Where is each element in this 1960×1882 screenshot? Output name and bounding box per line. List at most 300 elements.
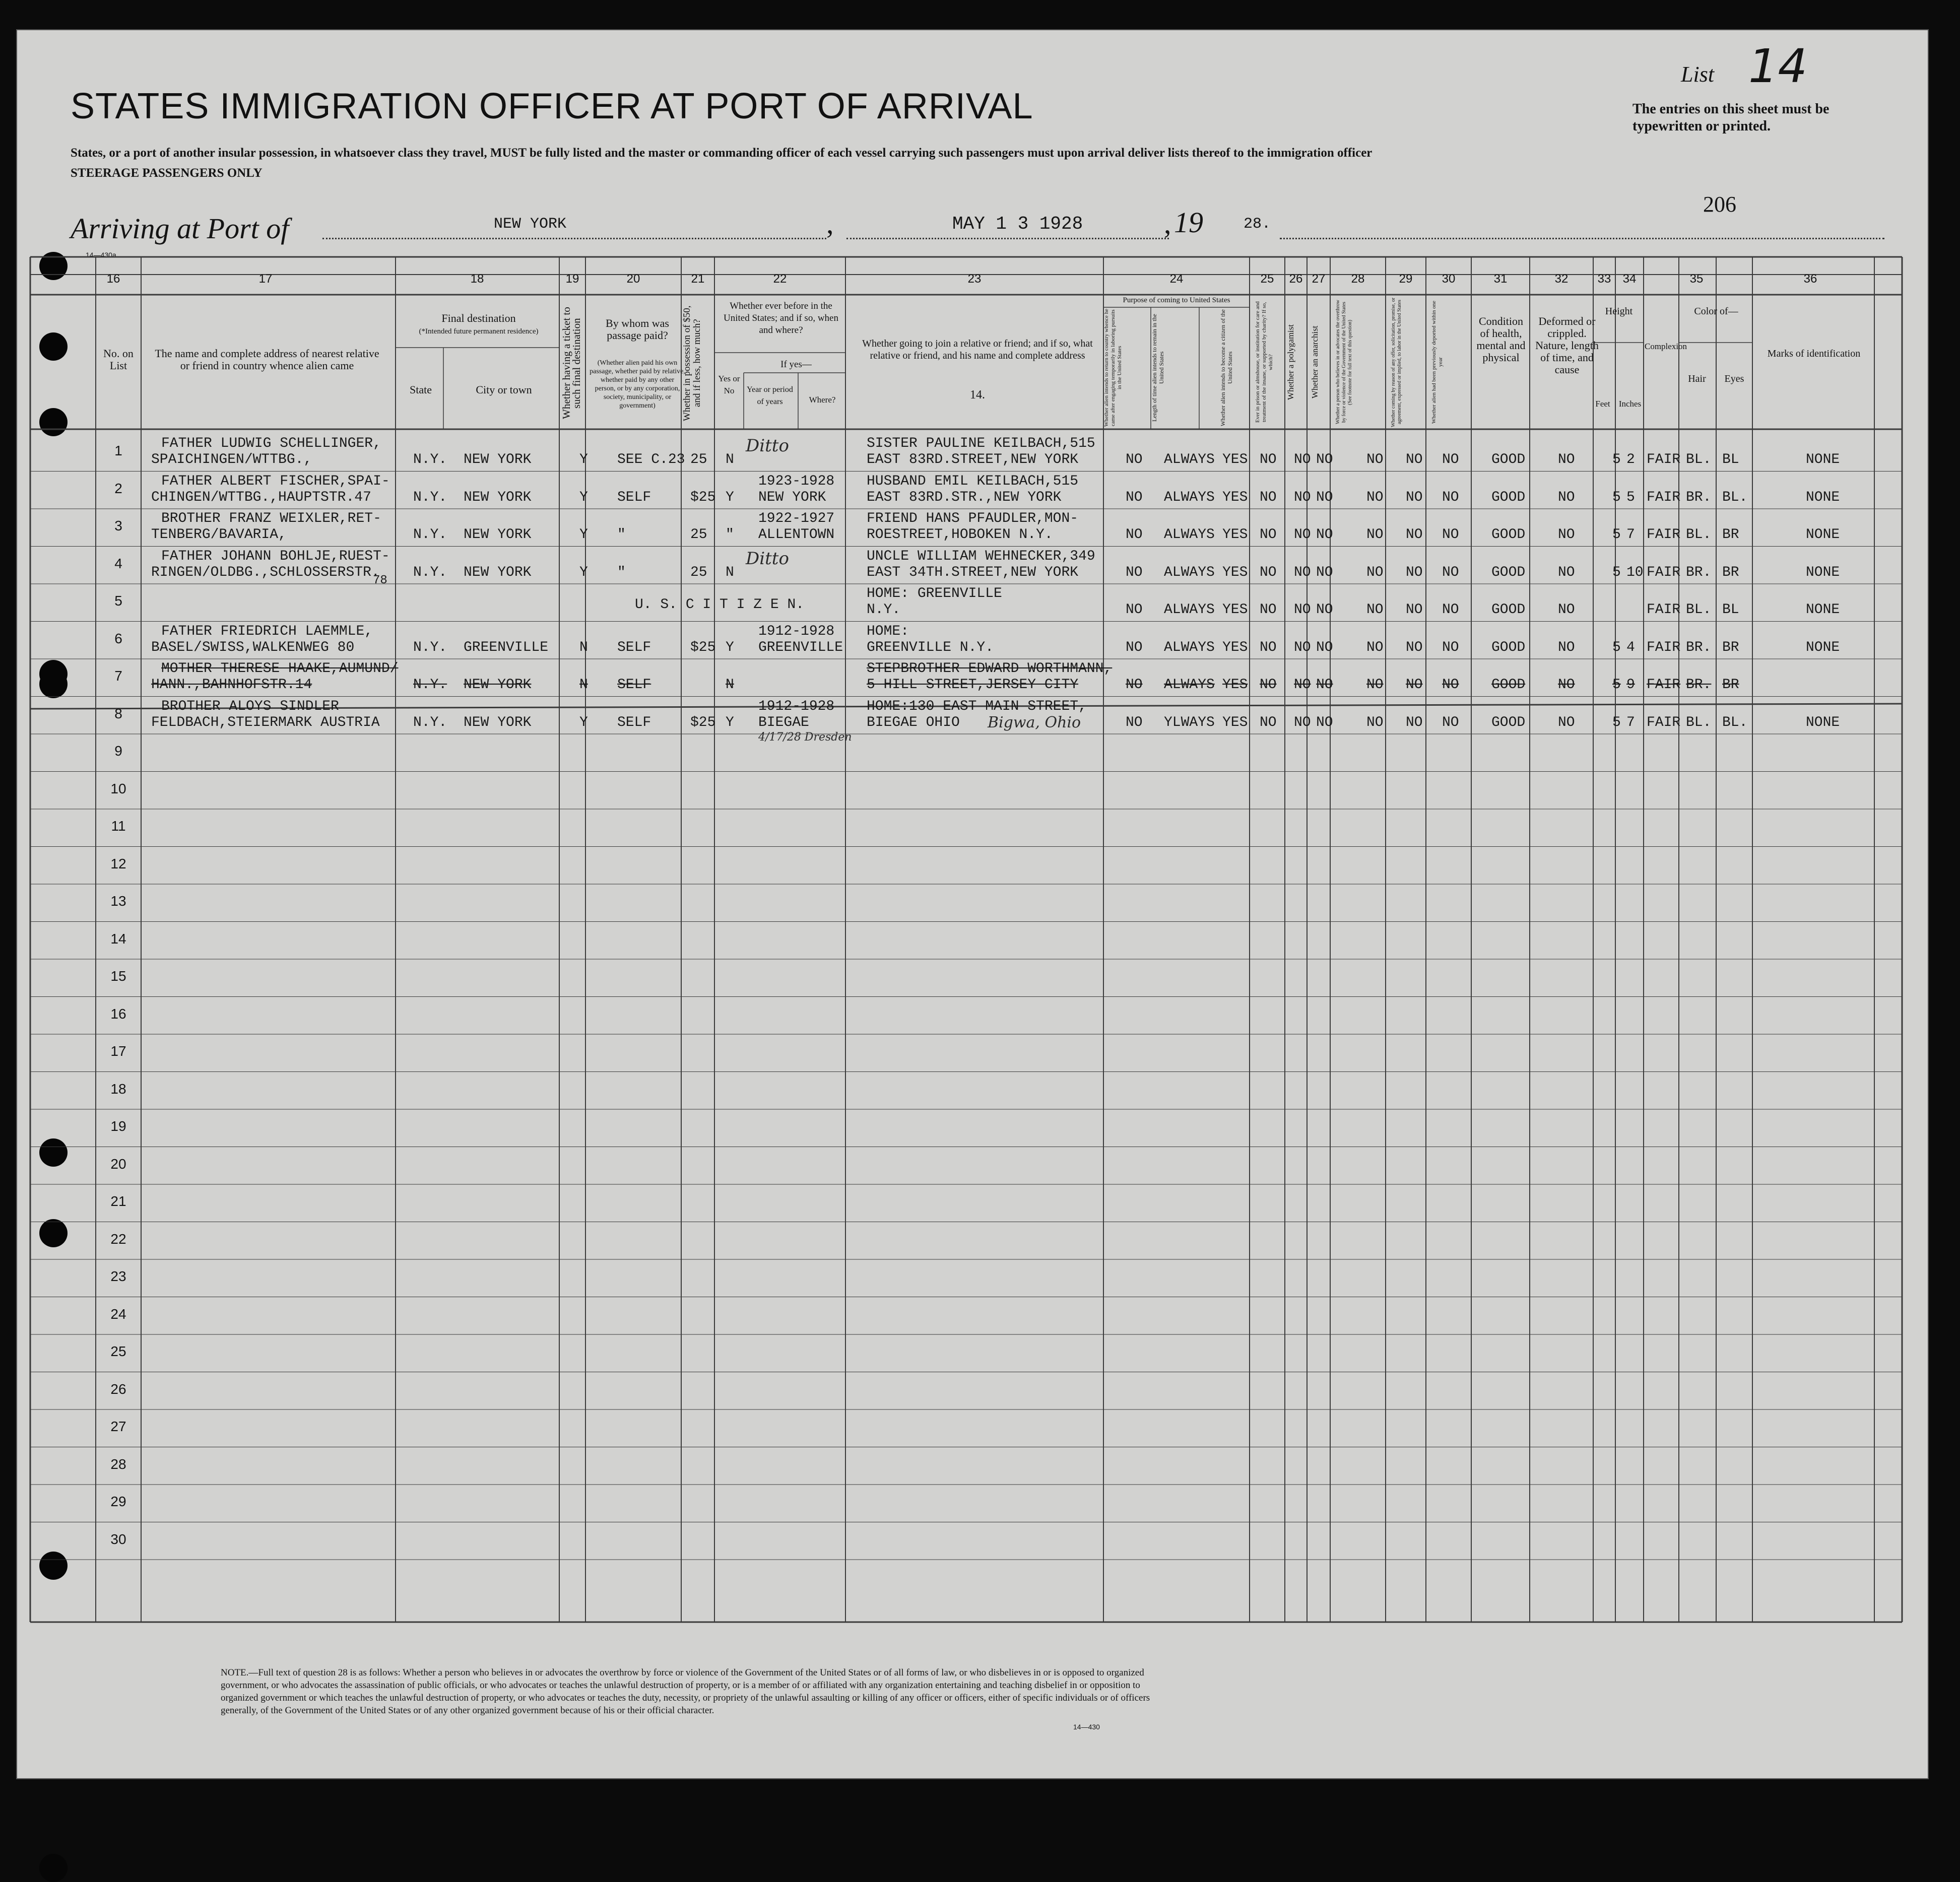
marks-value: NONE bbox=[1806, 564, 1840, 580]
relative-name-line1: FATHER FRIEDRICH LAEMMLE, bbox=[161, 623, 373, 639]
passage-paid-value: SELF bbox=[617, 489, 651, 505]
intends-return: NO bbox=[1126, 639, 1143, 655]
header-no-on-list: No. on List bbox=[103, 347, 134, 372]
height-inches: 7 bbox=[1626, 714, 1635, 730]
height-inches: 9 bbox=[1626, 677, 1635, 693]
ticket-value: Y bbox=[579, 564, 588, 580]
header-col29: Whether coming by reason of any offer, solicitation, promise, or agreement, expressed or implied, to labor in the United States bbox=[1391, 297, 1402, 427]
ticket-value: Y bbox=[579, 527, 588, 543]
header-year-period: Year or period of years bbox=[747, 385, 793, 406]
height-feet: 5 bbox=[1612, 677, 1621, 693]
header-complexion: Complexion bbox=[1645, 342, 1687, 351]
marks-value: NONE bbox=[1806, 639, 1840, 655]
column-number: 32 bbox=[1554, 272, 1569, 286]
passage-paid-value: " bbox=[617, 527, 626, 543]
anarchist-value: NO bbox=[1316, 527, 1333, 543]
complexion-value: FAIR bbox=[1647, 527, 1681, 543]
header-purpose-c: Whether alien intends to become a citizen of the United States bbox=[1219, 309, 1233, 426]
passage-paid-value: SEE C.23 bbox=[617, 452, 685, 467]
complexion-value: FAIR bbox=[1647, 714, 1681, 730]
header-condition: Condition of health, mental and physical bbox=[1476, 315, 1526, 364]
hair-value: BR. bbox=[1686, 489, 1712, 505]
deformed-value: NO bbox=[1558, 639, 1575, 655]
length-of-stay: ALWAYS bbox=[1164, 602, 1215, 618]
header-ticket: Whether having a ticket to such final destination bbox=[560, 307, 582, 420]
health-value: GOOD bbox=[1491, 452, 1526, 467]
polygamist-value: NO bbox=[1294, 452, 1311, 467]
row-number: 29 bbox=[110, 1494, 126, 1509]
destination-state: N.Y. bbox=[413, 639, 447, 655]
before-us-where: NEW YORK bbox=[758, 489, 826, 505]
intends-citizen: YES bbox=[1222, 564, 1248, 580]
complexion-value: FAIR bbox=[1647, 564, 1681, 580]
marks-value: NONE bbox=[1806, 452, 1840, 467]
before-us-years: 1923-1928 bbox=[758, 473, 835, 489]
col29-value: NO bbox=[1406, 489, 1423, 505]
eyes-value: BL. bbox=[1722, 489, 1748, 505]
row-number: 8 bbox=[114, 705, 122, 721]
relative-name-line1: FATHER ALBERT FISCHER,SPAI- bbox=[161, 473, 390, 489]
eyes-value: BR bbox=[1722, 639, 1739, 655]
row-number: 26 bbox=[110, 1381, 126, 1397]
join-relative-line2: N.Y. bbox=[867, 602, 901, 618]
relative-address-line2: RINGEN/OLDBG.,SCHLOSSERSTR. bbox=[151, 564, 380, 580]
complexion-value: FAIR bbox=[1647, 489, 1681, 505]
column-number: 21 bbox=[691, 272, 705, 286]
prison-value: NO bbox=[1260, 527, 1277, 543]
destination-city: NEW YORK bbox=[464, 564, 532, 580]
intends-citizen: YES bbox=[1222, 677, 1248, 693]
height-inches: 10 bbox=[1626, 564, 1644, 580]
join-relative-line2: EAST 83RD.STR.,NEW YORK bbox=[867, 489, 1062, 505]
relative-name-line1: FATHER JOHANN BOHLJE,RUEST- bbox=[161, 548, 390, 564]
before-us-yes-no: N bbox=[726, 452, 734, 467]
header-final-destination: Final destination bbox=[441, 312, 516, 324]
intends-citizen: YES bbox=[1222, 602, 1248, 618]
form-title: STATES IMMIGRATION OFFICER AT PORT OF ARRIVAL bbox=[71, 86, 1033, 126]
complexion-value: FAIR bbox=[1647, 677, 1681, 693]
join-relative-line1: FRIEND HANS PFAUDLER,MON- bbox=[867, 511, 1079, 526]
prison-value: NO bbox=[1260, 452, 1277, 467]
header-yes-no: Yes or No bbox=[718, 374, 740, 395]
deformed-value: NO bbox=[1558, 489, 1575, 505]
destination-state: N.Y. bbox=[413, 564, 447, 580]
column-number: 23 bbox=[967, 272, 982, 286]
before-us-where: BIEGAE bbox=[758, 714, 809, 730]
destination-state: N.Y. bbox=[413, 714, 447, 730]
column-number: 28 bbox=[1351, 272, 1365, 286]
deformed-value: NO bbox=[1558, 602, 1575, 618]
col28-value: NO bbox=[1366, 602, 1384, 618]
complexion-value: FAIR bbox=[1647, 452, 1681, 467]
header-passage-note: (Whether alien paid his own passage, whether paid by relative, whether paid by any other person, or by any corporation, society, municipality, or government) bbox=[590, 359, 685, 410]
health-value: GOOD bbox=[1491, 564, 1526, 580]
destination-city: NEW YORK bbox=[464, 527, 532, 543]
port-value: NEW YORK bbox=[494, 216, 567, 233]
punch-hole bbox=[39, 1854, 68, 1882]
deformed-value: NO bbox=[1558, 677, 1575, 693]
header-relative-address: The name and complete address of nearest relative or friend in country whence alien came bbox=[155, 347, 379, 372]
column-number: 24 bbox=[1169, 272, 1184, 286]
intends-citizen: YES bbox=[1222, 489, 1248, 505]
ticket-value: Y bbox=[579, 489, 588, 505]
health-value: GOOD bbox=[1491, 527, 1526, 543]
column-number: 20 bbox=[626, 272, 640, 286]
header-height: Height bbox=[1605, 306, 1633, 317]
row-number: 23 bbox=[110, 1268, 126, 1284]
header-deformed: Deformed or crippled. Nature, length of time, and cause bbox=[1535, 315, 1599, 376]
column-number: 35 bbox=[1689, 272, 1704, 286]
column-number: 17 bbox=[258, 272, 273, 286]
polygamist-value: NO bbox=[1294, 527, 1311, 543]
col29-value: NO bbox=[1406, 677, 1423, 693]
row-number: 21 bbox=[110, 1193, 126, 1209]
date-value: MAY 1 3 1928 bbox=[952, 214, 1083, 234]
deformed-value: NO bbox=[1558, 714, 1575, 730]
destination-city: NEW YORK bbox=[464, 714, 532, 730]
eyes-value: BR bbox=[1722, 527, 1739, 543]
row-number: 25 bbox=[110, 1343, 126, 1359]
intends-return: NO bbox=[1126, 527, 1143, 543]
header-purpose-a: Whether alien intends to return to country whence he came after engaging temporarily in laboring pursuits in the United States bbox=[1103, 309, 1123, 427]
join-relative-line1: GREENVILLE N.Y. bbox=[867, 639, 994, 655]
comma: , bbox=[1164, 207, 1171, 240]
before-us-yes-no: N bbox=[726, 677, 734, 693]
ticket-value: N bbox=[579, 639, 588, 655]
join-relative-line1: HUSBAND EMIL KEILBACH,515 bbox=[867, 473, 1079, 489]
hair-value: BL. bbox=[1686, 714, 1712, 730]
money-value: $25 bbox=[690, 639, 716, 655]
header-where: Where? bbox=[809, 395, 836, 405]
before-us-yes-no: Y bbox=[726, 639, 734, 655]
length-of-stay: ALWAYS bbox=[1164, 564, 1215, 580]
polygamist-value: NO bbox=[1294, 564, 1311, 580]
ticket-value: Y bbox=[579, 714, 588, 730]
header-feet: Feet bbox=[1595, 399, 1610, 409]
polygamist-value: NO bbox=[1294, 489, 1311, 505]
ticket-value: Y bbox=[579, 452, 588, 467]
col28-value: NO bbox=[1366, 527, 1384, 543]
col30-value: NO bbox=[1442, 564, 1459, 580]
col30-value: NO bbox=[1442, 602, 1459, 618]
entries-note: The entries on this sheet must be typewritten or printed. bbox=[1632, 101, 1830, 134]
column-number: 16 bbox=[106, 272, 120, 286]
health-value: GOOD bbox=[1491, 714, 1526, 730]
intends-citizen: YES bbox=[1222, 527, 1248, 543]
header-state: State bbox=[410, 383, 432, 396]
row-number: 5 bbox=[114, 593, 122, 609]
row-number: 12 bbox=[110, 855, 126, 871]
header-hair: Hair bbox=[1688, 373, 1706, 384]
anarchist-value: NO bbox=[1316, 452, 1333, 467]
before-us-yes-no: Y bbox=[726, 714, 734, 730]
destination-city: NEW YORK bbox=[464, 677, 532, 693]
col28-value: NO bbox=[1366, 564, 1384, 580]
intends-citizen: YES bbox=[1222, 452, 1248, 467]
before-us-where: ALLENTOWN bbox=[758, 527, 835, 543]
row-number: 16 bbox=[110, 1005, 126, 1022]
intends-citizen: YES bbox=[1222, 714, 1248, 730]
money-value: 25 bbox=[690, 452, 707, 467]
before-us-yes-no: " bbox=[726, 527, 734, 543]
hair-value: BR. bbox=[1686, 564, 1712, 580]
column-number: 30 bbox=[1442, 272, 1456, 286]
header-purpose-b: Length of time alien intends to remain in the United States bbox=[1151, 314, 1165, 422]
col29-value: NO bbox=[1406, 639, 1423, 655]
destination-state: N.Y. bbox=[413, 452, 447, 467]
before-us-yes-no: N bbox=[726, 564, 734, 580]
arriving-label: Arriving at Port of bbox=[71, 212, 289, 245]
prison-value: NO bbox=[1260, 602, 1277, 618]
row-number: 22 bbox=[110, 1231, 126, 1247]
row-number: 4 bbox=[114, 555, 122, 571]
row-number: 2 bbox=[114, 480, 122, 496]
length-of-stay: ALWAYS bbox=[1164, 452, 1215, 467]
marks-value: NONE bbox=[1806, 489, 1840, 505]
join-relative-line2: EAST 34TH.STREET,NEW YORK bbox=[867, 564, 1079, 580]
intends-return: NO bbox=[1126, 677, 1143, 693]
col29-value: NO bbox=[1406, 452, 1423, 467]
money-value: $25 bbox=[690, 714, 716, 730]
col30-value: NO bbox=[1442, 677, 1459, 693]
relative-address-line2: FELDBACH,STEIERMARK AUSTRIA bbox=[151, 714, 380, 730]
money-value: $25 bbox=[690, 489, 716, 505]
form-code: 14—430a bbox=[86, 251, 116, 259]
steerage-note: STEERAGE PASSENGERS ONLY bbox=[71, 166, 263, 180]
hair-value: BL. bbox=[1686, 602, 1712, 618]
col29-value: NO bbox=[1406, 714, 1423, 730]
row-number: 18 bbox=[110, 1081, 126, 1097]
length-of-stay: YLWAYS bbox=[1164, 714, 1215, 730]
citizen-note: U. S. C I T I Z E N. bbox=[635, 597, 805, 613]
length-of-stay: ALWAYS bbox=[1164, 527, 1215, 543]
header-before-us: Whether ever before in the United States; and if so, when and where? bbox=[724, 301, 838, 335]
relative-address-line2: CHINGEN/WTTBG.,HAUPTSTR.47 bbox=[151, 489, 371, 505]
comma: , bbox=[826, 207, 834, 240]
height-feet: 5 bbox=[1612, 714, 1621, 730]
header-color-of: Color of— bbox=[1694, 306, 1738, 317]
col29-value: NO bbox=[1406, 602, 1423, 618]
col28-value: NO bbox=[1366, 452, 1384, 467]
anarchist-value: NO bbox=[1316, 639, 1333, 655]
health-value: GOOD bbox=[1491, 677, 1526, 693]
row-number: 28 bbox=[110, 1456, 126, 1472]
relative-address-line2: SPAICHINGEN/WTTBG., bbox=[151, 452, 312, 467]
height-inches: 4 bbox=[1626, 639, 1635, 655]
col28-value: NO bbox=[1366, 714, 1384, 730]
relative-address-line2: TENBERG/BAVARIA, bbox=[151, 527, 287, 543]
deformed-value: NO bbox=[1558, 452, 1575, 467]
handwritten-annotation: Ditto bbox=[746, 548, 789, 569]
hair-value: BR. bbox=[1686, 677, 1712, 693]
row-number: 27 bbox=[110, 1419, 126, 1434]
header-city: City or town bbox=[476, 383, 532, 396]
anarchist-value: NO bbox=[1316, 564, 1333, 580]
anarchist-value: NO bbox=[1316, 677, 1333, 693]
row-number: 14 bbox=[110, 930, 126, 947]
destination-city: NEW YORK bbox=[464, 489, 532, 505]
col28-value: NO bbox=[1366, 677, 1384, 693]
before-us-years: 1912-1928 bbox=[758, 698, 835, 714]
relative-name-line1: MOTHER THERESE HAAKE,AUMUND/ bbox=[161, 661, 399, 677]
col30-value: NO bbox=[1442, 489, 1459, 505]
passage-paid-value: SELF bbox=[617, 714, 651, 730]
money-value: 25 bbox=[690, 527, 707, 543]
row-number: 13 bbox=[110, 893, 126, 909]
height-feet: 5 bbox=[1612, 489, 1621, 505]
length-of-stay: ALWAYS bbox=[1164, 489, 1215, 505]
row-number: 24 bbox=[110, 1306, 126, 1322]
health-value: GOOD bbox=[1491, 489, 1526, 505]
prison-value: NO bbox=[1260, 489, 1277, 505]
height-inches: 2 bbox=[1626, 452, 1635, 467]
join-relative-line2: BIEGAE OHIO bbox=[867, 714, 960, 730]
row-number: 15 bbox=[110, 968, 126, 984]
col30-value: NO bbox=[1442, 452, 1459, 467]
anarchist-value: NO bbox=[1316, 602, 1333, 618]
marks-value: NONE bbox=[1806, 527, 1840, 543]
join-relative-line1: STEPBROTHER EDWARD WORTHMANN, bbox=[867, 661, 1113, 677]
before-us-where: GREENVILLE bbox=[758, 639, 843, 655]
before-us-yes-no: Y bbox=[726, 489, 734, 505]
ticket-value: N bbox=[579, 677, 588, 693]
header-join-relative: Whether going to join a relative or friend; and if so, what relative or friend, and his name and complete address bbox=[862, 338, 1093, 361]
hair-value: BR. bbox=[1686, 639, 1712, 655]
polygamist-value: NO bbox=[1294, 677, 1311, 693]
height-feet: 5 bbox=[1612, 452, 1621, 467]
height-feet: 5 bbox=[1612, 564, 1621, 580]
row-number: 7 bbox=[114, 668, 122, 684]
footnote: NOTE.—Full text of question 28 is as follows: Whether a person who believes in or advocates the overthrow by force or violence of the Government of the United States or of all forms of law, or who disbelieves in or is opposed to organized government, or who advocates the assassination of public officials, or who advocates or teaches the unlawful destruction of property, or is a member of or affiliated with any organization entertaining and teaching disbelief in or opposition to organized government or which teaches the unlawful destruction of property, or who advocates or teaches the duty, necessity, or propriety of the unlawful assaulting or killing of any officer or officers, either of specific individuals or of officers generally, of the Government of the United States or of any other organized government because of his or their official character. bbox=[221, 1667, 1150, 1716]
intends-return: NO bbox=[1126, 564, 1143, 580]
join-relative-line1: HOME:130 EAST MAIN STREET, bbox=[867, 698, 1087, 714]
passage-paid-value: " bbox=[617, 564, 626, 580]
column-number: 33 bbox=[1597, 272, 1611, 286]
column-number: 34 bbox=[1622, 272, 1637, 286]
column-number: 26 bbox=[1289, 272, 1303, 286]
prison-value: NO bbox=[1260, 714, 1277, 730]
anarchist-value: NO bbox=[1316, 714, 1333, 730]
header-col30: Whether alien had been previously deported within one year bbox=[1431, 300, 1444, 424]
handwritten-annotation: 4/17/28 Dresden bbox=[758, 730, 852, 744]
handwritten-annotation: Ditto bbox=[746, 436, 789, 456]
column-number: 18 bbox=[470, 272, 484, 286]
destination-state: N.Y. bbox=[413, 677, 447, 693]
relative-name-line1: BROTHER FRANZ WEIXLER,RET- bbox=[161, 511, 381, 526]
destination-state: N.Y. bbox=[413, 527, 447, 543]
row-number: 10 bbox=[110, 780, 126, 796]
deformed-value: NO bbox=[1558, 564, 1575, 580]
anarchist-value: NO bbox=[1316, 489, 1333, 505]
health-value: GOOD bbox=[1491, 602, 1526, 618]
passage-paid-value: SELF bbox=[617, 677, 651, 693]
join-relative-line2: ROESTREET,HOBOKEN N.Y. bbox=[867, 527, 1053, 543]
intends-return: NO bbox=[1126, 602, 1143, 618]
relative-name-line1: FATHER LUDWIG SCHELLINGER, bbox=[161, 436, 381, 451]
passage-paid-value: SELF bbox=[617, 639, 651, 655]
year-prefix: 19 bbox=[1174, 206, 1203, 239]
row-number: 11 bbox=[111, 818, 126, 834]
complexion-value: FAIR bbox=[1647, 639, 1681, 655]
row-number: 30 bbox=[110, 1531, 126, 1547]
eyes-value: BL. bbox=[1722, 714, 1748, 730]
year-suffix: 28. bbox=[1244, 216, 1271, 233]
prison-value: NO bbox=[1260, 639, 1277, 655]
hair-value: BL. bbox=[1686, 527, 1712, 543]
intends-return: NO bbox=[1126, 452, 1143, 467]
header-final-destination-note: (*Intended future permanent residence) bbox=[419, 327, 539, 335]
col30-value: NO bbox=[1442, 527, 1459, 543]
col29-value: NO bbox=[1406, 564, 1423, 580]
intends-return: NO bbox=[1126, 489, 1143, 505]
health-value: GOOD bbox=[1491, 639, 1526, 655]
list-number: 14 bbox=[1748, 39, 1808, 93]
col28-value: NO bbox=[1366, 639, 1384, 655]
join-relative-line1: UNCLE WILLIAM WEHNECKER,349 bbox=[867, 548, 1095, 564]
polygamist-value: NO bbox=[1294, 714, 1311, 730]
relative-name-line1: BROTHER ALOYS SINDLER bbox=[161, 698, 339, 714]
intends-citizen: YES bbox=[1222, 639, 1248, 655]
column-number: 31 bbox=[1493, 272, 1508, 286]
relative-address-line3: 78 bbox=[373, 573, 387, 587]
polygamist-value: NO bbox=[1294, 602, 1311, 618]
eyes-value: BL bbox=[1722, 452, 1739, 467]
join-relative-line2: 5 HILL STREET,JERSEY CITY bbox=[867, 677, 1079, 693]
footnote-code: 14—430 bbox=[1073, 1723, 1100, 1731]
header-col28: Whether a person who believes in or advocates the overthrow by force or violence of the Government of the United States (See footnote for full text of this question) bbox=[1335, 300, 1353, 425]
row-number: 19 bbox=[110, 1118, 126, 1134]
prison-value: NO bbox=[1260, 677, 1277, 693]
header-prison: Ever in prison or almshouse, or institution for care and treatment of the insane, or supported by charity? If so, which? bbox=[1255, 301, 1274, 423]
header-if-yes: If yes— bbox=[780, 359, 812, 370]
money-value: 25 bbox=[690, 564, 707, 580]
marks-value: NONE bbox=[1806, 714, 1840, 730]
row-number: 6 bbox=[114, 630, 122, 646]
row-number: 9 bbox=[114, 743, 122, 759]
polygamist-value: NO bbox=[1294, 639, 1311, 655]
header-eyes: Eyes bbox=[1724, 373, 1744, 384]
column-number: 22 bbox=[773, 272, 787, 286]
header-join-relative-num: 14. bbox=[970, 388, 985, 401]
column-number: 29 bbox=[1399, 272, 1413, 286]
header-passage-paid: By whom was passage paid? bbox=[606, 317, 669, 342]
join-relative-line1: SISTER PAULINE KEILBACH,515 bbox=[867, 436, 1095, 451]
join-relative-line0: HOME: bbox=[867, 623, 909, 639]
join-relative-line2: EAST 83RD.STREET,NEW YORK bbox=[867, 452, 1079, 467]
height-inches: 5 bbox=[1626, 489, 1635, 505]
column-number: 36 bbox=[1803, 272, 1817, 286]
length-of-stay: ALWAYS bbox=[1164, 639, 1215, 655]
height-inches: 7 bbox=[1626, 527, 1635, 543]
relative-address-line2: HANN.,BAHNHOFSTR.14 bbox=[151, 677, 312, 693]
header-anarchist: Whether an anarchist bbox=[1310, 325, 1320, 399]
length-of-stay: ALWAYS bbox=[1164, 677, 1215, 693]
list-label: List bbox=[1681, 62, 1715, 87]
before-us-years: 1922-1927 bbox=[758, 511, 835, 526]
eyes-value: BR bbox=[1722, 564, 1739, 580]
column-number: 25 bbox=[1260, 272, 1274, 286]
row-number: 3 bbox=[114, 518, 122, 533]
join-relative-line1: HOME: GREENVILLE bbox=[867, 586, 1002, 601]
header-polygamist: Whether a polygamist bbox=[1286, 324, 1295, 400]
destination-state: N.Y. bbox=[413, 489, 447, 505]
marks-value: NONE bbox=[1806, 602, 1840, 618]
destination-city: GREENVILLE bbox=[464, 639, 549, 655]
col30-value: NO bbox=[1442, 714, 1459, 730]
before-us-years: 1912-1928 bbox=[758, 623, 835, 639]
header-inches: Inches bbox=[1618, 399, 1642, 409]
row-number: 20 bbox=[110, 1156, 126, 1172]
